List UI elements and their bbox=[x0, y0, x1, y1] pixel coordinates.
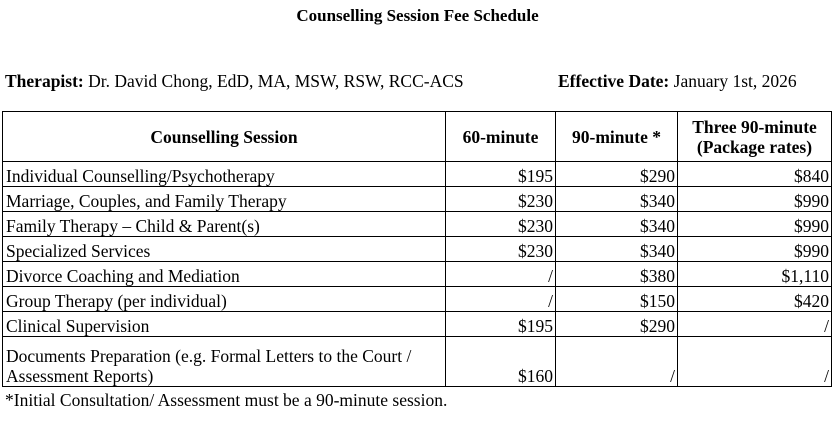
page-title: Counselling Session Fee Schedule bbox=[296, 6, 539, 25]
footnote: *Initial Consultation/ Assessment must be a 90-minute session. bbox=[5, 390, 448, 410]
price-90: $290 bbox=[556, 162, 678, 187]
price-package: $840 bbox=[678, 162, 832, 187]
document-meta bbox=[5, 70, 831, 92]
table-row bbox=[3, 337, 832, 387]
price-90: $150 bbox=[556, 287, 678, 312]
price-60: $230 bbox=[446, 212, 556, 237]
table-row bbox=[3, 262, 832, 287]
header-counselling-session: Counselling Session bbox=[3, 112, 446, 162]
table-row bbox=[3, 212, 832, 237]
price-60: / bbox=[446, 287, 556, 312]
service-name: Clinical Supervision bbox=[3, 312, 446, 337]
table-row bbox=[3, 162, 832, 187]
effective-date-label: Effective Date: bbox=[558, 71, 670, 91]
fee-table bbox=[2, 111, 832, 387]
fee-table-header-row bbox=[3, 112, 832, 162]
therapist-label: Therapist: bbox=[5, 71, 84, 91]
price-60: $230 bbox=[446, 187, 556, 212]
price-60: $195 bbox=[446, 162, 556, 187]
table-row bbox=[3, 237, 832, 262]
header-package-rates bbox=[678, 112, 832, 162]
service-name: Divorce Coaching and Mediation bbox=[3, 262, 446, 287]
table-row bbox=[3, 287, 832, 312]
effective-date-info bbox=[558, 70, 797, 92]
therapist-info bbox=[5, 70, 464, 92]
effective-date-value: January 1st, 2026 bbox=[673, 71, 797, 91]
header-package-line1: Three 90-minute bbox=[692, 116, 817, 137]
price-package: / bbox=[678, 312, 832, 337]
price-package: $990 bbox=[678, 212, 832, 237]
price-90: / bbox=[556, 337, 678, 387]
price-90: $340 bbox=[556, 212, 678, 237]
price-60: $195 bbox=[446, 312, 556, 337]
price-package: $420 bbox=[678, 287, 832, 312]
service-name: Specialized Services bbox=[3, 237, 446, 262]
therapist-name: Dr. David Chong, EdD, MA, MSW, RSW, RCC-ACS bbox=[88, 71, 464, 91]
price-package: $990 bbox=[678, 237, 832, 262]
service-name: Marriage, Couples, and Family Therapy bbox=[3, 187, 446, 212]
service-name: Documents Preparation (e.g. Formal Letters to the Court / Assessment Reports) bbox=[3, 337, 446, 387]
price-60: $160 bbox=[446, 337, 556, 387]
header-90-minute: 90-minute * bbox=[556, 112, 678, 162]
price-90: $340 bbox=[556, 237, 678, 262]
price-60: / bbox=[446, 262, 556, 287]
header-package-line2: (Package rates) bbox=[696, 136, 813, 157]
service-name: Family Therapy – Child & Parent(s) bbox=[3, 212, 446, 237]
price-90: $290 bbox=[556, 312, 678, 337]
price-package: / bbox=[678, 337, 832, 387]
price-90: $380 bbox=[556, 262, 678, 287]
price-package: $1,110 bbox=[678, 262, 832, 287]
price-90: $340 bbox=[556, 187, 678, 212]
service-name: Group Therapy (per individual) bbox=[3, 287, 446, 312]
service-name: Individual Counselling/Psychotherapy bbox=[3, 162, 446, 187]
price-60: $230 bbox=[446, 237, 556, 262]
table-row bbox=[3, 312, 832, 337]
header-60-minute: 60-minute bbox=[446, 112, 556, 162]
price-package: $990 bbox=[678, 187, 832, 212]
table-row bbox=[3, 187, 832, 212]
